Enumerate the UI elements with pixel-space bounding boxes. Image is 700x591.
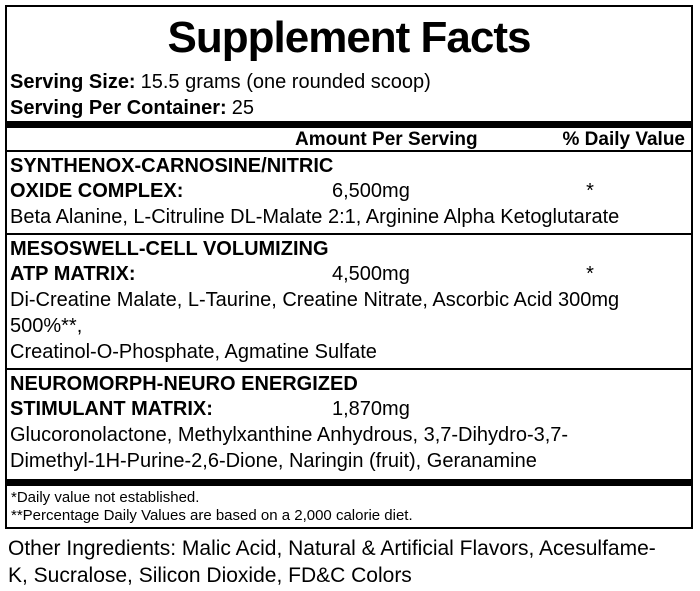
section-neuromorph xyxy=(7,370,691,477)
section-ingredients-line2: Dimethyl-1H-Purine-2,6-Dione, Naringin (fruit), Geranamine xyxy=(10,450,537,472)
servings-per-container-label: Serving Per Container: xyxy=(10,97,227,119)
footnote-percentage: **Percentage Daily Values are based on a 2,000 calorie diet. xyxy=(11,507,413,524)
section-name-line1: NEUROMORPH-NEURO ENERGIZED xyxy=(10,373,358,395)
serving-info xyxy=(7,63,691,121)
section-ingredients-line1: Di-Creatine Malate, L-Taurine, Creatine Nitrate, Ascorbic Acid 300mg 500%**, xyxy=(10,289,620,337)
section-mesoswell xyxy=(7,235,691,370)
section-amount: 4,500mg xyxy=(332,263,410,285)
section-ingredients-line1: Beta Alanine, L-Citruline DL-Malate 2:1, Arginine Alpha Ketoglutarate xyxy=(10,206,620,228)
section-ingredients-line1: Glucoronolactone, Methylxanthine Anhydrous, 3,7-Dihydro-3,7- xyxy=(10,424,569,446)
daily-value-header: % Daily Value xyxy=(562,129,685,150)
thick-divider-top xyxy=(7,121,691,128)
section-amount: 1,870mg xyxy=(332,398,410,420)
section-amount-row xyxy=(10,179,688,204)
section-daily-value: * xyxy=(586,180,594,202)
section-amount-row xyxy=(10,397,688,422)
panel-title: Supplement Facts xyxy=(167,13,531,62)
footnote-daily-value: *Daily value not established. xyxy=(11,489,200,506)
section-name-line2: STIMULANT MATRIX: xyxy=(10,398,213,420)
other-ingredients-line2: K, Sucralose, Silicon Dioxide, FD&C Colors xyxy=(8,564,412,587)
serving-size-label: Serving Size: xyxy=(10,71,136,93)
serving-size-value: 15.5 grams (one rounded scoop) xyxy=(140,71,431,93)
section-ingredients-line2: Creatinol-O-Phosphate, Agmatine Sulfate xyxy=(10,341,377,363)
section-daily-value: * xyxy=(586,263,594,285)
serving-size-line xyxy=(10,69,687,95)
footnotes xyxy=(7,486,691,527)
column-header-row xyxy=(7,128,691,152)
servings-per-container-value: 25 xyxy=(231,97,254,119)
other-ingredients-line1: Other Ingredients: Malic Acid, Natural & Artificial Flavors, Acesulfame- xyxy=(8,537,656,560)
supplement-facts-panel xyxy=(5,5,693,529)
section-name-line1: MESOSWELL-CELL VOLUMIZING xyxy=(10,238,329,260)
other-ingredients xyxy=(8,535,678,589)
thick-divider-bottom xyxy=(7,479,691,486)
section-name-line2: OXIDE COMPLEX: xyxy=(10,180,184,202)
amount-per-serving-header: Amount Per Serving xyxy=(295,129,478,150)
servings-per-container-line xyxy=(10,95,687,121)
section-amount-row xyxy=(10,262,688,287)
section-name-line1: SYNTHENOX-CARNOSINE/NITRIC xyxy=(10,155,334,177)
section-amount: 6,500mg xyxy=(332,180,410,202)
section-name-line2: ATP MATRIX: xyxy=(10,263,136,285)
section-synthenox xyxy=(7,152,691,235)
